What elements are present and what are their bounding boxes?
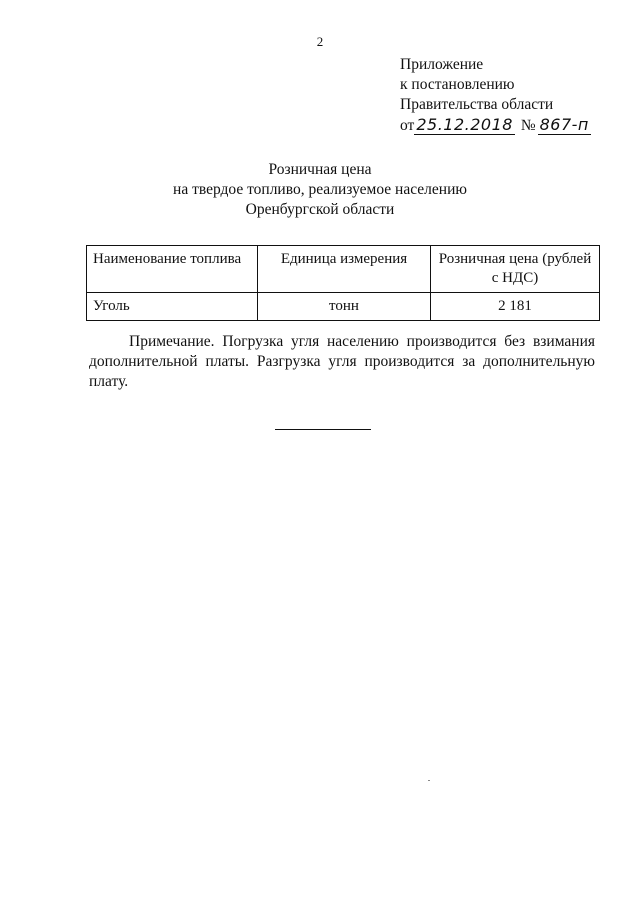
- end-divider: [275, 429, 371, 430]
- price-table: [86, 245, 600, 321]
- handwritten-number: 867-п: [539, 115, 589, 134]
- number-label: №: [520, 117, 536, 134]
- annex-reference: к постановлению: [400, 76, 515, 93]
- scan-speck: [428, 780, 430, 781]
- page-number: 2: [316, 34, 324, 49]
- annex-title: Приложение: [400, 56, 484, 73]
- cell-retail-price: 2 181: [431, 293, 600, 321]
- note-paragraph: Примечание. Погрузка угля населению производится без взимания дополнительной платы. Разгрузка угля производится за дополнительную плату.: [89, 333, 595, 390]
- cell-fuel-name: Уголь: [87, 293, 258, 321]
- annex-block: [400, 55, 591, 136]
- cell-unit: тонн: [258, 293, 431, 321]
- table-row: [87, 293, 600, 321]
- table-header-row: [87, 246, 600, 293]
- title-line-3: Оренбургской области: [245, 201, 395, 218]
- annex-date-number-line: [400, 115, 591, 136]
- document-title: [0, 160, 640, 220]
- date-prefix: от: [400, 117, 415, 134]
- title-line-1: Розничная цена: [268, 161, 372, 178]
- header-retail-price: Розничная цена (рублей с НДС): [431, 246, 600, 293]
- title-line-2: на твердое топливо, реализуемое населению: [173, 181, 467, 198]
- header-unit: Единица измерения: [258, 246, 431, 293]
- handwritten-date: 25.12.2018: [416, 115, 513, 134]
- annex-authority: Правительства области: [400, 96, 554, 113]
- header-fuel-name: Наименование топлива: [87, 246, 258, 293]
